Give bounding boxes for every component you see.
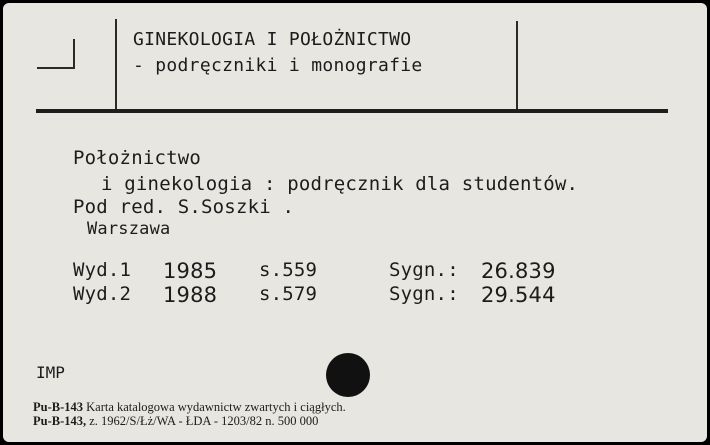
header-rule <box>36 109 668 113</box>
footer-code: Pu-B-143 <box>33 400 83 414</box>
signature-label: Sygn.: <box>389 283 459 305</box>
edition-pages: s.579 <box>259 283 318 305</box>
library-code: IMP <box>36 363 65 382</box>
edition-year: 1985 <box>163 259 218 283</box>
title-line-1: Położnictwo <box>73 147 202 169</box>
editor-line: Pod red. S.Soszki . <box>73 196 295 218</box>
signature-value: 29.544 <box>481 283 556 307</box>
signature-value: 26.839 <box>481 259 556 283</box>
footer-text: z. 1962/S/Łż/WA - ŁDA - 1203/82 n. 500 000 <box>89 414 319 428</box>
edition-number: Wyd.2 <box>73 283 132 305</box>
catalog-card <box>3 3 707 442</box>
edition-pages: s.559 <box>259 259 318 281</box>
footer-line-2 <box>33 414 318 429</box>
footer-code: Pu-B-143, <box>33 414 87 428</box>
footer-line-1 <box>33 400 346 415</box>
signature-label: Sygn.: <box>389 259 459 281</box>
subject-heading: GINEKOLOGIA I POŁOŻNICTWO <box>133 29 412 50</box>
footer-text: Karta katalogowa wydawnictw zwartych i ciągłych. <box>86 400 346 414</box>
edition-number: Wyd.1 <box>73 259 132 281</box>
title-line-2: i ginekologia : podręcznik dla studentów. <box>101 173 579 195</box>
header-divider-right <box>516 21 518 111</box>
subject-subheading: - podręczniki i monografie <box>133 55 423 76</box>
edition-year: 1988 <box>163 283 218 307</box>
header-divider-left <box>115 19 117 111</box>
punch-hole <box>326 353 370 397</box>
corner-mark <box>37 39 75 69</box>
place-line: Warszawa <box>87 219 171 239</box>
